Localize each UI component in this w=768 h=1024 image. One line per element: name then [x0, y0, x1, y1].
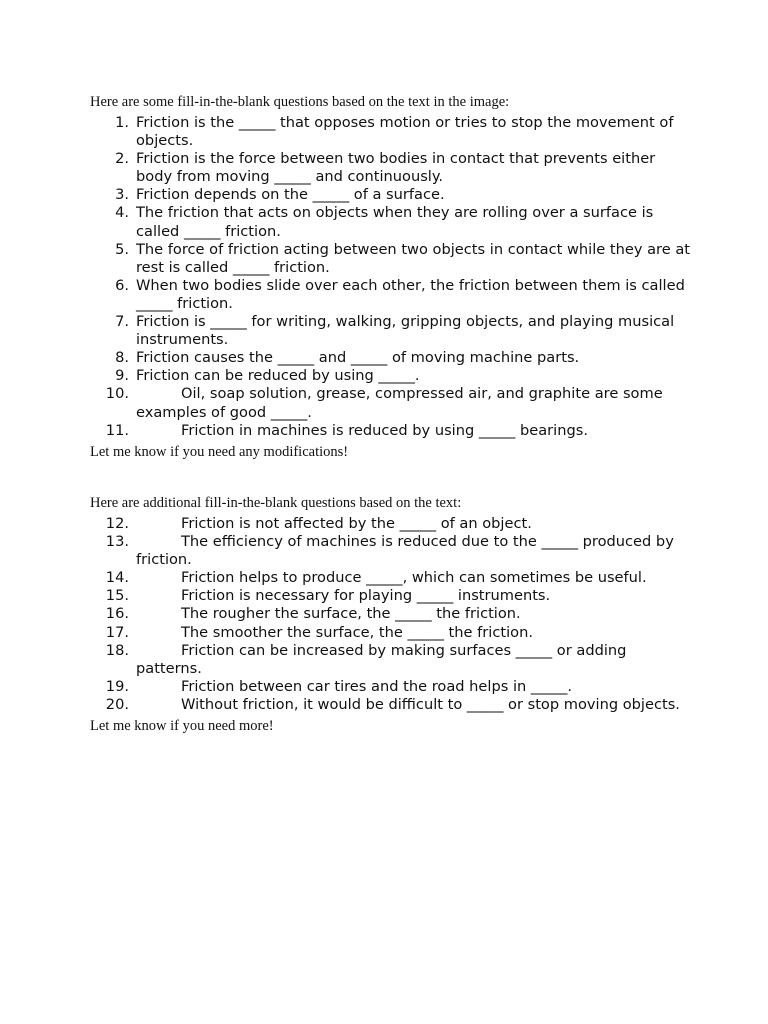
list-item: [90, 696, 690, 714]
question-number: 4.: [115, 204, 129, 222]
question-text: Friction is _____ for writing, walking, gripping objects, and playing musical instruments.: [136, 313, 675, 349]
question-text: Friction is the force between two bodies in contact that prevents either body from moving _____ and continuously.: [136, 150, 656, 186]
question-number: 8.: [115, 349, 129, 367]
list-item: [90, 349, 690, 367]
question-number: 10.: [105, 385, 129, 403]
question-number: 16.: [105, 605, 129, 623]
question-number: 2.: [115, 150, 129, 168]
list-item: [90, 624, 690, 642]
question-number: 17.: [105, 623, 129, 641]
question-number: 15.: [105, 587, 129, 605]
question-text: The force of friction acting between two objects in contact while they are at rest is called _____ friction.: [136, 240, 690, 276]
list-item: [90, 114, 690, 150]
question-text: Friction depends on the _____ of a surface.: [136, 186, 445, 204]
questions-section-2: [90, 494, 690, 735]
list-item: [90, 642, 690, 678]
question-text: Friction is necessary for playing _____ instruments.: [181, 587, 551, 605]
question-number: 1.: [115, 114, 129, 131]
question-text: Friction causes the _____ and _____ of moving machine parts.: [136, 349, 580, 367]
question-text: Friction is not affected by the _____ of an object.: [181, 515, 532, 532]
section-outro: Let me know if you need more!: [90, 718, 274, 735]
question-number: 20.: [105, 695, 129, 713]
question-number: 7.: [115, 313, 129, 331]
question-number: 3.: [115, 186, 129, 204]
question-number: 5.: [115, 240, 129, 258]
question-number: 18.: [105, 641, 129, 659]
questions-section-1: [90, 93, 690, 461]
question-text: When two bodies slide over each other, the friction between them is called _____ friction.: [136, 276, 685, 312]
question-number: 14.: [105, 569, 129, 587]
list-item: [90, 569, 690, 587]
question-number: 12.: [105, 515, 129, 532]
list-item: [90, 678, 690, 696]
list-item: [90, 533, 690, 569]
question-text: The friction that acts on objects when they are rolling over a surface is called _____ friction.: [136, 204, 654, 240]
question-text: Without friction, it would be difficult to _____ or stop moving objects.: [181, 695, 680, 713]
list-item: [90, 367, 690, 385]
list-item: [90, 277, 690, 313]
question-number: 13.: [105, 533, 129, 551]
list-item: [90, 385, 690, 421]
list-item: [90, 313, 690, 349]
question-text: Friction between car tires and the road helps in _____.: [181, 677, 573, 695]
list-item: [90, 515, 690, 533]
question-number: 11.: [105, 421, 129, 439]
list-item: [90, 422, 690, 440]
list-item: [90, 605, 690, 623]
list-item: [90, 204, 690, 240]
question-text: The smoother the surface, the _____ the friction.: [181, 623, 533, 641]
section-intro: Here are additional fill-in-the-blank questions based on the text:: [90, 495, 462, 511]
question-number: 19.: [105, 677, 129, 695]
question-text: The efficiency of machines is reduced due to the _____ produced by friction.: [136, 533, 674, 569]
list-item: [90, 587, 690, 605]
list-item: [90, 150, 690, 186]
section-outro: Let me know if you need any modifications!: [90, 443, 349, 460]
question-number: 6.: [115, 276, 129, 294]
question-text: Friction helps to produce _____, which can sometimes be useful.: [181, 569, 647, 587]
question-text: The rougher the surface, the _____ the friction.: [181, 605, 521, 623]
question-list: [90, 114, 690, 440]
question-text: Friction is the _____ that opposes motion or tries to stop the movement of objects.: [136, 114, 674, 150]
question-list: [90, 515, 690, 714]
list-item: [90, 241, 690, 277]
question-text: Friction can be reduced by using _____.: [136, 367, 420, 385]
question-text: Friction in machines is reduced by using _____ bearings.: [181, 421, 588, 439]
question-number: 9.: [115, 367, 129, 385]
section-intro: Here are some fill-in-the-blank questions based on the text in the image:: [90, 94, 510, 110]
question-text: Oil, soap solution, grease, compressed air, and graphite are some examples of good _____.: [136, 385, 663, 421]
list-item: [90, 186, 690, 204]
question-text: Friction can be increased by making surfaces _____ or adding patterns.: [136, 641, 627, 677]
